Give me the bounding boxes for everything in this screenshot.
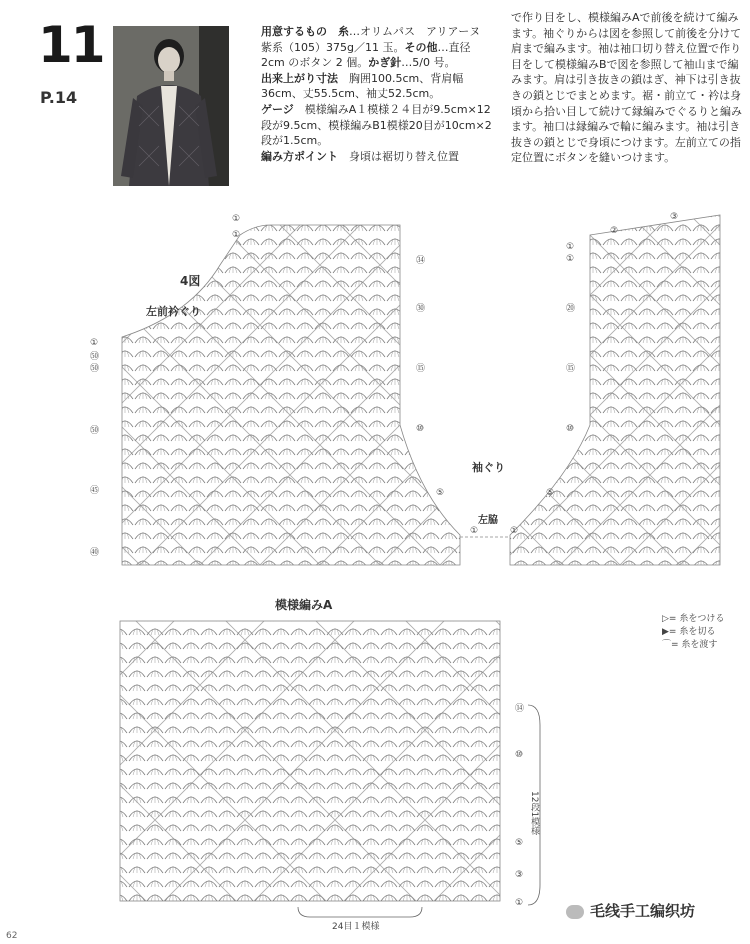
row-marker: ㉚ <box>416 304 426 314</box>
yarn-label: 糸 <box>338 25 349 38</box>
row-marker: ㊿ <box>90 364 100 374</box>
legend-text: = 糸を切る <box>668 627 716 637</box>
row-marker: ③ <box>670 212 679 222</box>
row-marker: ㊵ <box>90 548 100 558</box>
points-title: 編み方ポイント <box>261 149 338 163</box>
other-text: …直径 2cm のボタン 2 個。 <box>261 40 471 70</box>
row-marker: ① <box>90 338 99 348</box>
legend-symbol: ⌒ <box>662 640 672 650</box>
yarn-text: …オリムパス アリアーヌ 紫系（105）375g／11 玉。 <box>261 25 492 54</box>
size-title: 出来上がり寸法 <box>261 71 338 85</box>
page-number: 62 <box>6 931 18 941</box>
row-marker: ① <box>515 898 524 908</box>
row-marker: ① <box>232 230 241 240</box>
size-line <box>261 71 493 102</box>
row-marker: ② <box>610 226 619 236</box>
legend <box>662 613 724 652</box>
materials-block <box>261 24 493 164</box>
stitch-label: 24目１模様 <box>332 922 380 932</box>
model-photo <box>113 26 229 186</box>
gauge-title: ゲージ <box>261 102 294 116</box>
row-marker: ⑩ <box>515 750 524 760</box>
row-marker: ① <box>510 526 519 536</box>
row-marker: ㊿ <box>90 426 100 436</box>
materials-line <box>261 24 493 71</box>
diagram-title: 4図 <box>180 274 201 288</box>
legend-text: = 糸を渡す <box>671 640 718 650</box>
row-marker: ⑩ <box>416 424 425 434</box>
row-marker: ⑤ <box>436 488 445 498</box>
diagram-4 <box>80 205 750 585</box>
materials-title: 用意するもの <box>261 25 327 38</box>
row-marker: ⑤ <box>546 488 555 498</box>
legend-item <box>662 626 724 639</box>
gauge-text: 模様編みA１模様２４目が9.5cm×12段が9.5cm、模様編みB1模様20目が10cm×2段が1.5cm。 <box>261 102 492 148</box>
diagram-a <box>110 595 560 935</box>
armhole-label: 袖ぐり <box>472 461 505 474</box>
instructions-text: で作り目をし、模様編みAで前後を続けて編みます。袖ぐりからは図を参照して前後を分けて肩まで編みます。袖は袖口切り替え位置で作り目をして模様編みBで図を参照して袖山まで編みます。肩は引き抜きの鎖はぎ、神下は引き抜きの鎖とじでまとめます。裾・前立て・衿は身頃から拾い目して続けて縁編みでぐるりと編みます。袖口は縁編みで輪に編みます。袖は引き抜きの鎖とじで身頃につけます。左前立ての指定位置にボタンを縫いつけます。 <box>511 11 742 165</box>
legend-item <box>662 639 724 652</box>
row-marker: ① <box>470 526 479 536</box>
repeat-label: 12段1模様 <box>529 791 539 836</box>
other-label: その他 <box>404 40 438 54</box>
legend-text: = 糸をつける <box>668 614 725 624</box>
page-reference: P.14 <box>40 88 78 107</box>
watermark-text: 毛线手工编织坊 <box>590 902 696 920</box>
row-marker: ㊿ <box>90 352 100 362</box>
row-marker: ⑭ <box>515 704 525 714</box>
size-text: 胸囲100.5cm、背肩幅36cm、丈55.5cm、袖丈52.5cm。 <box>261 71 464 101</box>
row-marker: ⑮ <box>416 364 426 374</box>
row-marker: ㉞ <box>416 256 426 266</box>
diagram-a-title: 模様編みA <box>275 598 333 612</box>
legend-item <box>662 613 724 626</box>
row-marker: ⑮ <box>566 364 576 374</box>
row-marker: ① <box>566 242 575 252</box>
row-marker: ③ <box>515 870 524 880</box>
pattern-number: 11 <box>38 16 104 74</box>
points-line <box>261 149 493 165</box>
row-marker: ⑳ <box>566 304 576 314</box>
row-marker: ⑩ <box>566 424 575 434</box>
side-label: 左脇 <box>478 515 498 526</box>
row-marker: ⑤ <box>515 838 524 848</box>
row-marker: ① <box>566 254 575 264</box>
neckline-label: 左前衿ぐり <box>146 305 201 318</box>
points-text: 身頃は裾切り替え位置 <box>349 149 459 163</box>
row-marker: ㊺ <box>90 486 100 496</box>
wechat-icon <box>566 905 584 919</box>
hook-label: かぎ針 <box>368 56 402 70</box>
hook-text: …5/0 号。 <box>401 56 456 70</box>
gauge-line <box>261 102 493 149</box>
legend-symbol: ▷ <box>662 614 669 624</box>
watermark <box>566 900 695 921</box>
row-marker: ① <box>232 214 241 224</box>
legend-symbol: ▶ <box>662 627 669 637</box>
